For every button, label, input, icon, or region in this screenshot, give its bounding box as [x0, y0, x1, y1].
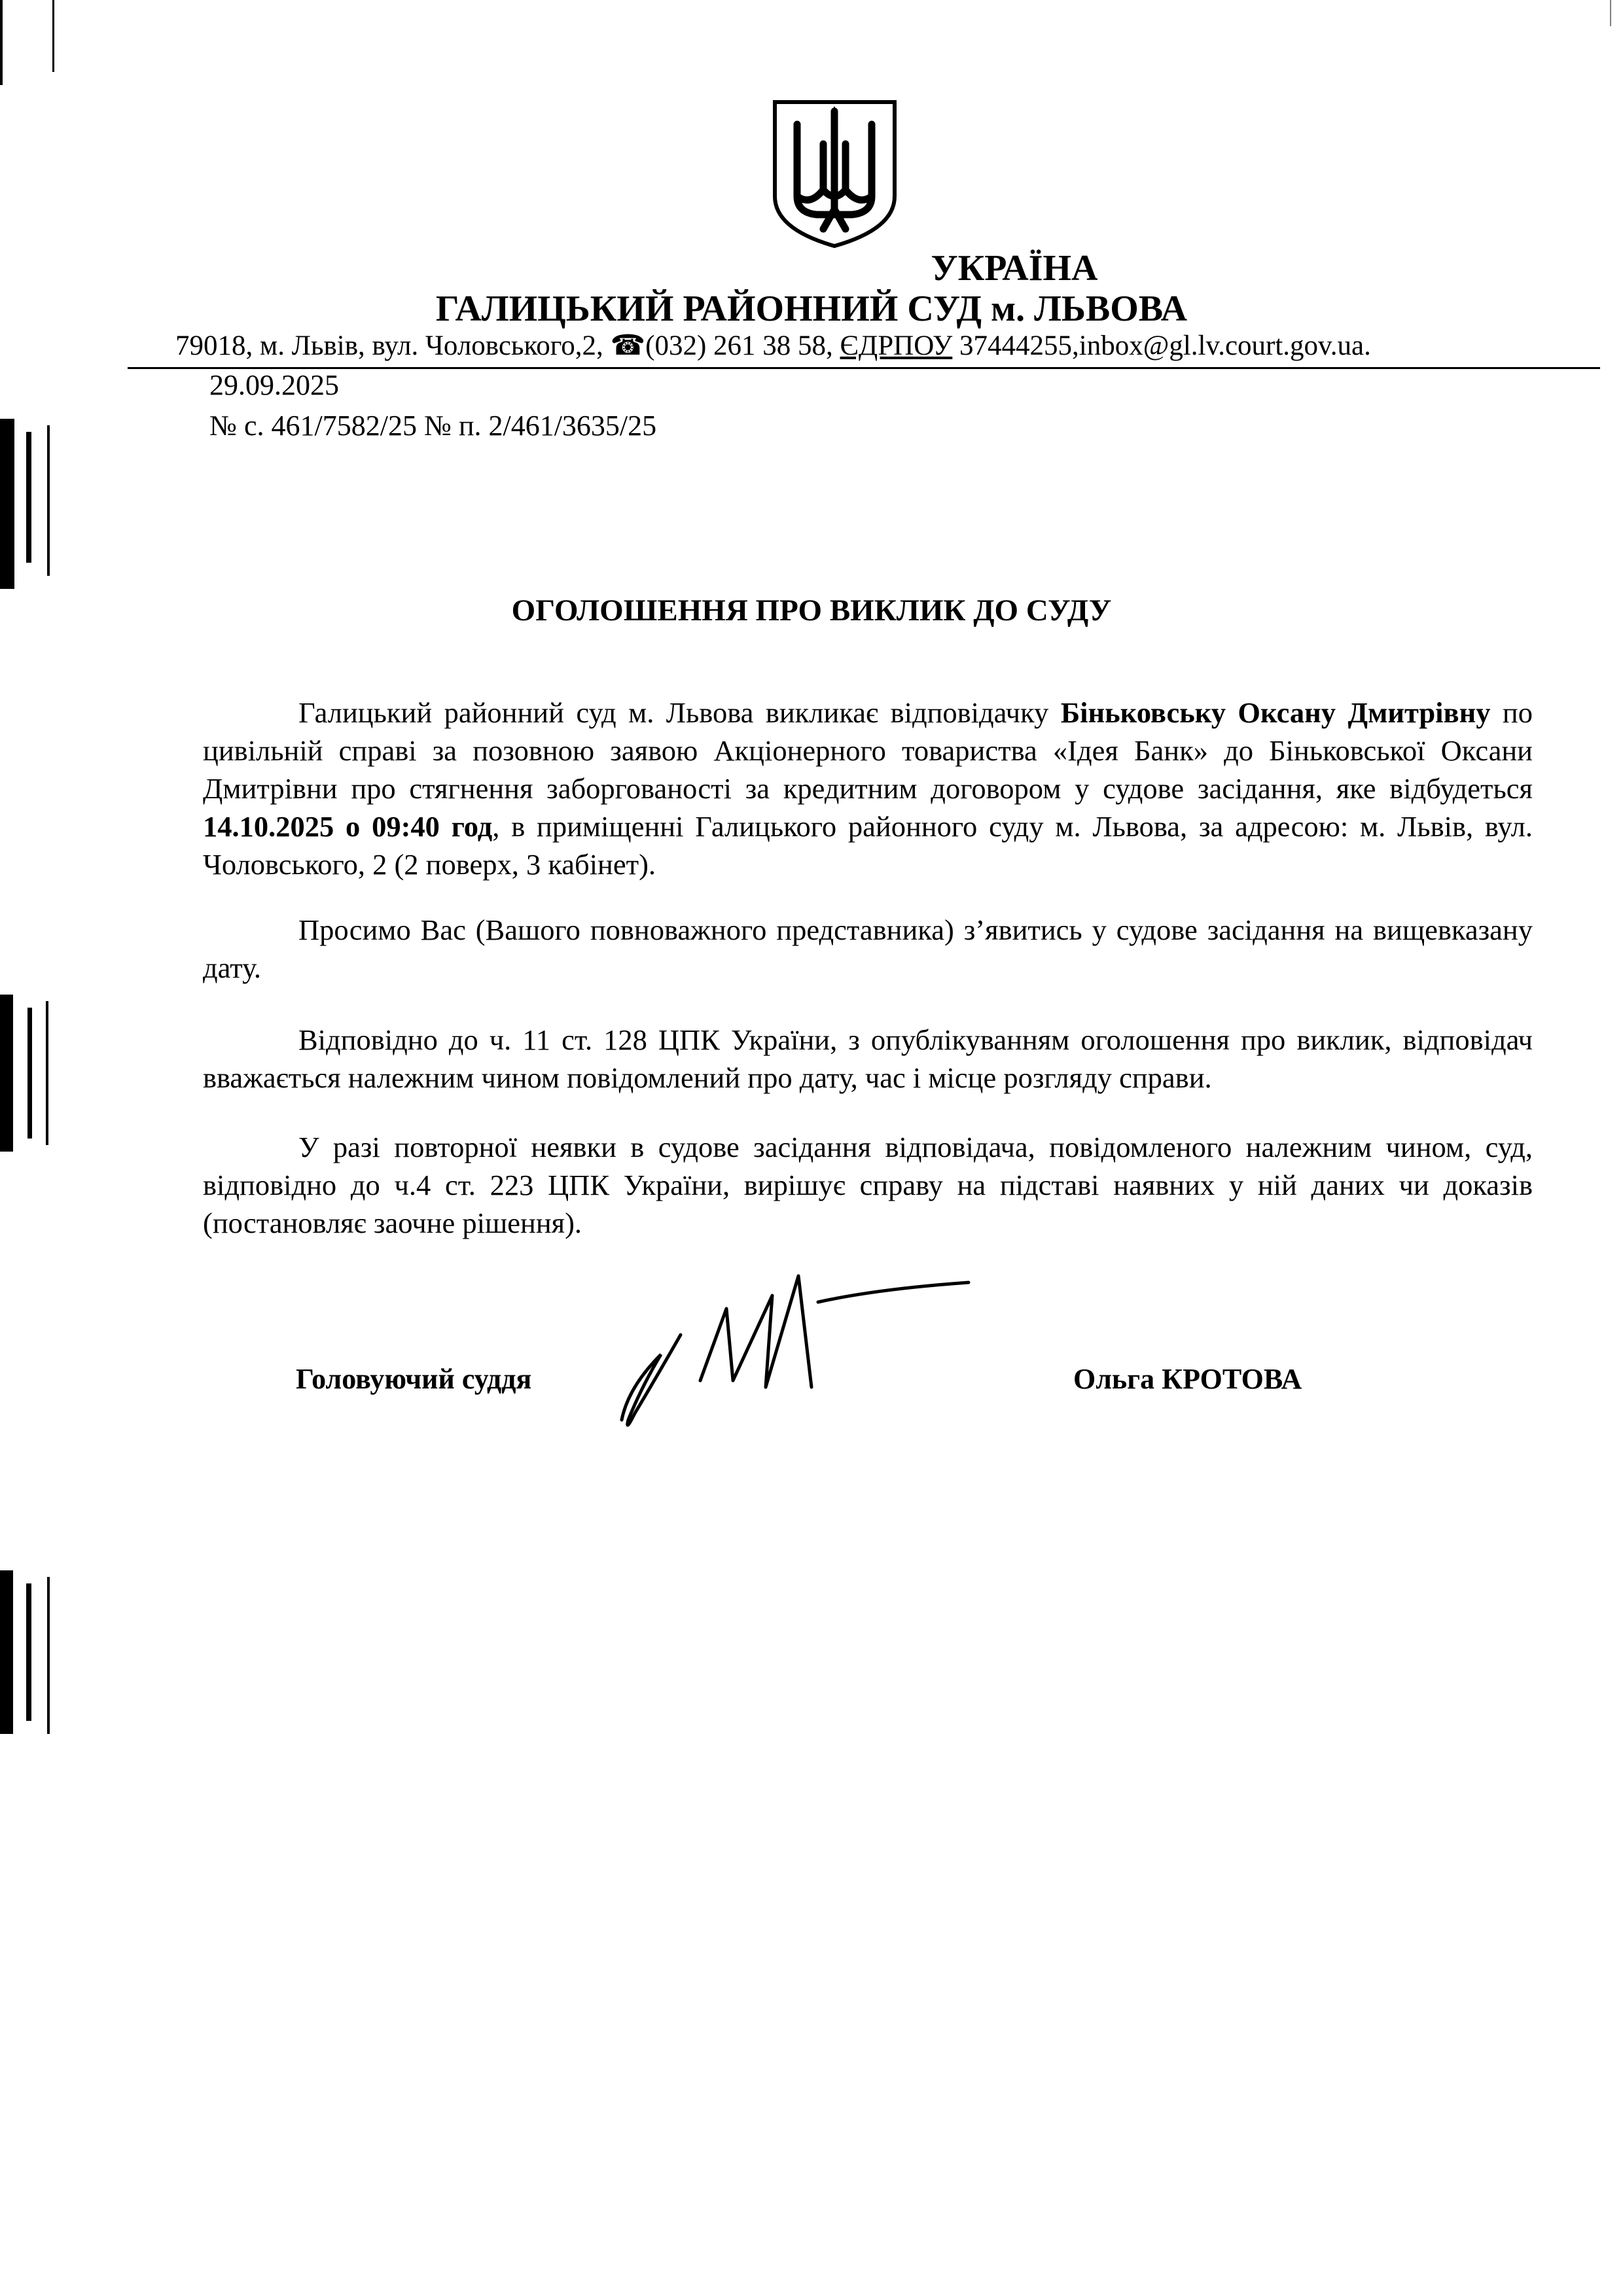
header-divider [128, 367, 1600, 369]
coat-of-arms-icon [771, 98, 899, 249]
case-numbers: № с. 461/7582/25 № п. 2/461/3635/25 [209, 410, 657, 442]
scan-artifact [1610, 0, 1611, 26]
scan-artifact [0, 995, 13, 1152]
court-phone: (032) 261 38 58, [645, 330, 840, 361]
scan-artifact [52, 0, 54, 72]
scan-artifact [26, 432, 31, 563]
paragraph-publication: Відповідно до ч. 11 ст. 128 ЦПК України, з опублікуванням оголошення про виклик, відповідач вважається належним чином повідомлений про дату, час і місце розгляду справи. [203, 1023, 1533, 1094]
edrpou-label: ЄДРПОУ [840, 330, 953, 361]
court-contacts [175, 329, 1371, 363]
scan-artifact [26, 1583, 31, 1721]
paragraph-request: Просимо Вас (Вашого повноважного представника) з’явитись у судове засідання на вищевказану дату. [203, 913, 1533, 984]
defendant-name: Біньковську Оксану Дмитрівну [1060, 696, 1491, 729]
country-heading: УКРАЇНА [931, 248, 1098, 289]
scan-artifact [0, 1570, 13, 1734]
signatory-name: Ольга КРОТОВА [1073, 1363, 1302, 1395]
scan-artifact [47, 1577, 50, 1734]
telephone-icon: ☎ [610, 330, 646, 361]
edrpou-and-email: 37444255,inbox@gl.lv.court.gov.ua. [952, 330, 1371, 361]
court-address: 79018, м. Львів, вул. Чоловського,2, [175, 330, 611, 361]
scan-artifact [0, 0, 3, 85]
hearing-datetime: 14.10.2025 о 09:40 год [203, 810, 493, 843]
scan-artifact [46, 1001, 48, 1145]
summons-text: , в приміщенні Галицького районного суду м. Львова, за адресою: м. Львів, вул. Чоловського, 2 (2 поверх, 3 кабінет). [203, 810, 1533, 881]
summons-text: Галицький районний суд м. Львова викликає відповідачку [298, 696, 1061, 729]
paragraph-summons [203, 694, 1533, 883]
handwritten-signature [602, 1256, 982, 1453]
notice-title: ОГОЛОШЕННЯ ПРО ВИКЛИК ДО СУДУ [511, 593, 1112, 627]
document-date: 29.09.2025 [209, 369, 339, 401]
summons-text: по цивільній справі за позовною заявою Акціонерного товариства «Ідея Банк» до Біньковської Оксани Дмитрівни про стягнення заборгованості за кредитним договором у судове засідання, яке відбудеться [203, 696, 1533, 805]
signatory-role: Головуючий суддя [296, 1363, 532, 1395]
court-name-heading: ГАЛИЦЬКИЙ РАЙОННИЙ СУД м. ЛЬВОВА [435, 289, 1188, 329]
scan-artifact [47, 425, 50, 576]
scan-artifact [0, 419, 14, 589]
scan-artifact [27, 1008, 32, 1139]
paragraph-default-judgment: У разі повторної неявки в судове засідання відповідача, повідомленого належним чином, суд, відповідно до ч.4 ст. 223 ЦПК України, вирішує справу на підставі наявних у ній даних чи доказів (постановляє заочне рішення). [203, 1131, 1533, 1239]
notice-body [203, 694, 1533, 1242]
